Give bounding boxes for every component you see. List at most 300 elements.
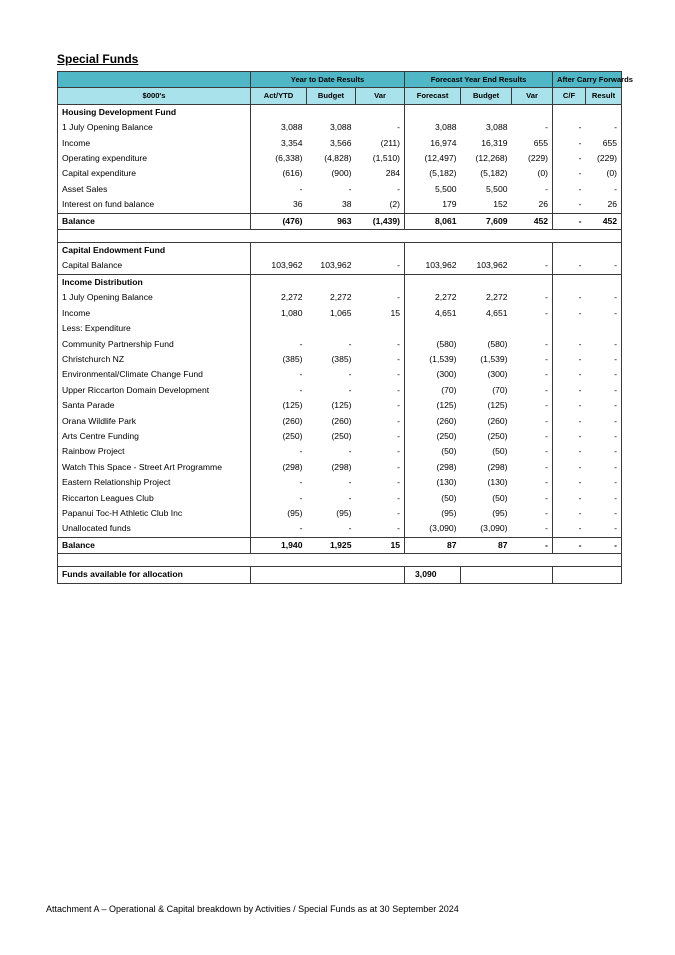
- row-value: -: [553, 537, 586, 553]
- row-value: -: [586, 429, 622, 444]
- empty-cell: [461, 274, 512, 290]
- empty-cell: [461, 321, 512, 336]
- table-row: [58, 429, 622, 444]
- empty-cell: [553, 567, 622, 583]
- empty-cell: [251, 274, 307, 290]
- row-label: Santa Parade: [58, 398, 251, 413]
- row-label: Riccarton Leagues Club: [58, 491, 251, 506]
- row-value: -: [512, 475, 553, 490]
- row-value: -: [356, 429, 405, 444]
- row-value: 26: [512, 197, 553, 213]
- row-value: -: [553, 352, 586, 367]
- row-value: -: [348, 369, 352, 380]
- row-value: (580): [487, 338, 508, 349]
- row-value: -: [586, 444, 622, 459]
- row-value: -: [512, 306, 553, 321]
- section-title: Capital Endowment Fund: [58, 243, 251, 259]
- page-title: Special Funds: [57, 52, 139, 66]
- table-row: [58, 151, 622, 166]
- row-value: -: [251, 337, 307, 352]
- row-value: (50): [405, 444, 461, 459]
- row-value: -: [348, 477, 352, 488]
- table-row: [58, 258, 622, 274]
- section-title-row: [58, 104, 622, 120]
- row-value: (229): [586, 151, 622, 166]
- row-value: -: [356, 521, 405, 537]
- table-row: [58, 506, 622, 521]
- table-row: [58, 120, 622, 135]
- funds-available-label: Funds available for allocation: [58, 567, 251, 583]
- spacer-cell: [58, 230, 622, 243]
- row-value: -: [348, 492, 352, 503]
- header-act-ytd: Act/YTD: [251, 88, 307, 104]
- row-value: (260): [251, 414, 307, 429]
- table-row: [58, 460, 622, 475]
- row-value: 152: [493, 199, 508, 210]
- row-value: 103,962: [320, 260, 352, 271]
- row-value: (125): [331, 400, 352, 411]
- row-value: (298): [251, 460, 307, 475]
- row-value: -: [251, 367, 307, 382]
- row-value: -: [586, 521, 622, 537]
- row-value: -: [251, 444, 307, 459]
- row-value: (385): [331, 353, 352, 364]
- row-label: Operating expenditure: [58, 151, 251, 166]
- spacer-cell: [58, 554, 622, 567]
- row-value: (4,828): [324, 153, 352, 164]
- row-label: Income: [58, 306, 251, 321]
- row-value: (260): [331, 415, 352, 426]
- section-title-row: [58, 321, 622, 336]
- row-value: 1,940: [251, 537, 307, 553]
- row-label: Income: [58, 136, 251, 151]
- row-value: (250): [251, 429, 307, 444]
- row-value: -: [553, 120, 586, 135]
- row-label: Interest on fund balance: [58, 197, 251, 213]
- row-value: 4,651: [405, 306, 461, 321]
- row-value: -: [356, 460, 405, 475]
- row-value: 4,651: [486, 307, 508, 318]
- row-value: -: [553, 521, 586, 537]
- header-carry-group: After Carry Forwards: [553, 72, 622, 88]
- row-value: 16,974: [405, 136, 461, 151]
- row-value: -: [512, 460, 553, 475]
- row-value: 103,962: [476, 260, 508, 271]
- row-value: (125): [251, 398, 307, 413]
- row-value: 655: [586, 136, 622, 151]
- empty-cell: [405, 321, 461, 336]
- row-value: (298): [331, 461, 352, 472]
- row-value: 8,061: [405, 213, 461, 229]
- row-value: -: [512, 521, 553, 537]
- empty-cell: [307, 104, 356, 120]
- empty-cell: [356, 104, 405, 120]
- table-row: [58, 352, 622, 367]
- empty-cell: [307, 321, 356, 336]
- table-row: [58, 213, 622, 229]
- table-row: [58, 136, 622, 151]
- row-value: 2,272: [405, 290, 461, 305]
- row-value: (95): [492, 507, 508, 518]
- row-value: -: [356, 506, 405, 521]
- empty-cell: [251, 104, 307, 120]
- row-value: 3,566: [329, 137, 352, 148]
- row-value: -: [553, 136, 586, 151]
- empty-cell: [405, 104, 461, 120]
- row-value: 2,272: [329, 292, 352, 303]
- row-value: -: [356, 182, 405, 197]
- table-row: [58, 182, 622, 197]
- row-value: 179: [405, 197, 461, 213]
- header-forecast-group: Forecast Year End Results: [405, 72, 553, 88]
- table-row: [58, 290, 622, 305]
- row-value: -: [356, 398, 405, 413]
- row-value: (2): [356, 197, 405, 213]
- row-value: 1,080: [251, 306, 307, 321]
- header-fc-var: Var: [512, 88, 553, 104]
- spacer-row: [58, 230, 622, 243]
- row-label: Christchurch NZ: [58, 352, 251, 367]
- header-ytd-budget: Budget: [307, 88, 356, 104]
- table-row: [58, 537, 622, 553]
- row-value: -: [553, 506, 586, 521]
- row-value: (300): [405, 367, 461, 382]
- row-value: -: [586, 337, 622, 352]
- row-value: 3,088: [486, 122, 508, 133]
- row-value: (130): [487, 477, 508, 488]
- row-value: (0): [512, 166, 553, 181]
- row-value: -: [356, 352, 405, 367]
- row-label: Capital Balance: [58, 258, 251, 274]
- section-title: Less: Expenditure: [58, 321, 251, 336]
- row-value: -: [586, 290, 622, 305]
- header-fc-budget: Budget: [461, 88, 512, 104]
- row-value: (211): [356, 136, 405, 151]
- empty-cell: [586, 243, 622, 259]
- row-value: -: [586, 120, 622, 135]
- funds-available-row: [58, 567, 622, 583]
- row-value: -: [512, 491, 553, 506]
- header-result: Result: [586, 88, 622, 104]
- header-label-col: $000's: [58, 88, 251, 104]
- row-value: -: [586, 537, 622, 553]
- table-row: [58, 521, 622, 537]
- empty-cell: [553, 243, 586, 259]
- row-value: -: [553, 444, 586, 459]
- row-value: -: [586, 414, 622, 429]
- row-value: -: [512, 537, 553, 553]
- empty-cell: [356, 243, 405, 259]
- table-row: [58, 414, 622, 429]
- section-title: Income Distribution: [58, 274, 251, 290]
- header-ytd-var: Var: [356, 88, 405, 104]
- empty-cell: [307, 274, 356, 290]
- row-value: (3,090): [405, 521, 461, 537]
- row-value: 36: [251, 197, 307, 213]
- row-value: 2,272: [251, 290, 307, 305]
- row-value: -: [512, 506, 553, 521]
- row-value: -: [553, 383, 586, 398]
- row-value: -: [348, 338, 352, 349]
- row-value: -: [553, 429, 586, 444]
- row-value: (12,497): [405, 151, 461, 166]
- row-value: (5,182): [480, 168, 508, 179]
- row-value: -: [586, 306, 622, 321]
- row-value: 5,500: [486, 183, 508, 194]
- row-value: -: [586, 182, 622, 197]
- row-label: Asset Sales: [58, 182, 251, 197]
- header-cf: C/F: [553, 88, 586, 104]
- empty-cell: [586, 321, 622, 336]
- table-row: [58, 491, 622, 506]
- row-value: (300): [487, 369, 508, 380]
- row-label: Environmental/Climate Change Fund: [58, 367, 251, 382]
- row-value: -: [356, 475, 405, 490]
- row-value: (50): [492, 446, 508, 457]
- row-value: (125): [487, 400, 508, 411]
- table-row: [58, 306, 622, 321]
- row-label: Rainbow Project: [58, 444, 251, 459]
- header-blank: [58, 72, 251, 88]
- row-value: (260): [405, 414, 461, 429]
- empty-cell: [461, 243, 512, 259]
- row-value: (385): [251, 352, 307, 367]
- empty-cell: [461, 104, 512, 120]
- row-value: 3,088: [329, 122, 352, 133]
- row-value: (95): [405, 506, 461, 521]
- row-value: (95): [336, 507, 352, 518]
- row-value: -: [553, 166, 586, 181]
- row-label: Papanui Toc-H Athletic Club Inc: [58, 506, 251, 521]
- row-value: 87: [461, 537, 512, 553]
- row-value: 15: [356, 537, 405, 553]
- row-value: (260): [487, 415, 508, 426]
- empty-cell: [553, 274, 586, 290]
- empty-cell: [405, 274, 461, 290]
- row-value: -: [512, 383, 553, 398]
- row-value: 38: [341, 199, 352, 210]
- row-value: -: [553, 182, 586, 197]
- section-title-row: [58, 274, 622, 290]
- row-value: -: [553, 460, 586, 475]
- row-value: (580): [405, 337, 461, 352]
- row-value: -: [553, 258, 586, 274]
- row-value: -: [553, 306, 586, 321]
- row-value: -: [553, 151, 586, 166]
- row-value: -: [553, 290, 586, 305]
- empty-cell: [586, 104, 622, 120]
- header-ytd-group: Year to Date Results: [251, 72, 405, 88]
- funds-available-value: 3,090: [405, 567, 461, 583]
- section-title: Housing Development Fund: [58, 104, 251, 120]
- row-value: -: [586, 506, 622, 521]
- row-value: -: [553, 414, 586, 429]
- row-value: (50): [405, 491, 461, 506]
- row-value: (1,539): [480, 353, 508, 364]
- row-value: -: [553, 337, 586, 352]
- row-value: (250): [405, 429, 461, 444]
- row-value: (1,510): [356, 151, 405, 166]
- header-forecast: Forecast: [405, 88, 461, 104]
- empty-cell: [251, 243, 307, 259]
- row-value: -: [348, 384, 352, 395]
- row-value: -: [512, 290, 553, 305]
- row-label: Unallocated funds: [58, 521, 251, 537]
- row-label: Balance: [58, 213, 251, 229]
- row-value: 5,500: [405, 182, 461, 197]
- row-value: (298): [487, 461, 508, 472]
- table-row: [58, 444, 622, 459]
- row-value: 3,354: [251, 136, 307, 151]
- empty-cell: [512, 321, 553, 336]
- table-row: [58, 337, 622, 352]
- row-value: (12,268): [475, 153, 508, 164]
- row-value: -: [553, 475, 586, 490]
- spacer-row: [58, 554, 622, 567]
- table-row: [58, 367, 622, 382]
- row-value: -: [553, 491, 586, 506]
- row-value: 2,272: [486, 292, 508, 303]
- row-value: 1,925: [307, 537, 356, 553]
- row-label: Eastern Relationship Project: [58, 475, 251, 490]
- row-value: -: [512, 182, 553, 197]
- row-value: (298): [405, 460, 461, 475]
- row-value: 3,088: [251, 120, 307, 135]
- empty-cell: [553, 321, 586, 336]
- row-value: -: [356, 290, 405, 305]
- row-value: 26: [586, 197, 622, 213]
- row-value: (0): [586, 166, 622, 181]
- table-row: [58, 475, 622, 490]
- row-value: -: [251, 383, 307, 398]
- row-value: (616): [251, 166, 307, 181]
- empty-cell: [512, 104, 553, 120]
- row-value: -: [512, 352, 553, 367]
- table-row: [58, 197, 622, 213]
- row-label: Capital expenditure: [58, 166, 251, 181]
- table-body: [58, 104, 622, 583]
- row-label: Orana Wildlife Park: [58, 414, 251, 429]
- empty-cell: [512, 243, 553, 259]
- empty-cell: [405, 243, 461, 259]
- row-label: Upper Riccarton Domain Development: [58, 383, 251, 398]
- footer-caption: Attachment A – Operational & Capital breakdown by Activities / Special Funds as at 30 September 2024: [46, 904, 459, 914]
- section-title-row: [58, 243, 622, 259]
- row-label: Community Partnership Fund: [58, 337, 251, 352]
- row-value: (125): [405, 398, 461, 413]
- row-label: Watch This Space - Street Art Programme: [58, 460, 251, 475]
- row-value: (250): [331, 430, 352, 441]
- empty-cell: [512, 274, 553, 290]
- table-row: [58, 166, 622, 181]
- empty-cell: [553, 104, 586, 120]
- column-header-row: [58, 88, 622, 104]
- row-value: -: [251, 475, 307, 490]
- row-value: -: [356, 414, 405, 429]
- row-value: (70): [405, 383, 461, 398]
- row-label: Balance: [58, 537, 251, 553]
- row-value: -: [512, 258, 553, 274]
- row-value: (130): [405, 475, 461, 490]
- row-value: -: [251, 491, 307, 506]
- row-value: (1,539): [405, 352, 461, 367]
- empty-cell: [307, 243, 356, 259]
- row-value: 452: [512, 213, 553, 229]
- row-label: 1 July Opening Balance: [58, 290, 251, 305]
- row-value: -: [586, 383, 622, 398]
- row-value: -: [586, 258, 622, 274]
- row-value: 7,609: [461, 213, 512, 229]
- row-value: -: [553, 197, 586, 213]
- row-value: 1,065: [329, 307, 352, 318]
- row-value: -: [356, 120, 405, 135]
- row-value: 15: [356, 306, 405, 321]
- row-value: -: [586, 352, 622, 367]
- row-value: -: [356, 367, 405, 382]
- table-row: [58, 383, 622, 398]
- row-value: -: [512, 444, 553, 459]
- row-value: -: [512, 367, 553, 382]
- row-value: -: [356, 491, 405, 506]
- empty-cell: [356, 274, 405, 290]
- row-value: -: [512, 398, 553, 413]
- row-value: 103,962: [251, 258, 307, 274]
- row-value: (229): [512, 151, 553, 166]
- row-value: (5,182): [405, 166, 461, 181]
- row-value: -: [553, 367, 586, 382]
- row-value: (250): [487, 430, 508, 441]
- row-value: -: [251, 182, 307, 197]
- row-value: -: [356, 337, 405, 352]
- row-value: (50): [492, 492, 508, 503]
- empty-cell: [586, 274, 622, 290]
- row-value: (95): [251, 506, 307, 521]
- empty-cell: [461, 567, 553, 583]
- row-value: -: [512, 120, 553, 135]
- empty-cell: [251, 567, 405, 583]
- row-value: 284: [356, 166, 405, 181]
- row-value: -: [356, 444, 405, 459]
- row-value: -: [356, 258, 405, 274]
- row-value: 963: [307, 213, 356, 229]
- row-value: -: [348, 183, 352, 194]
- empty-cell: [251, 321, 307, 336]
- row-value: (476): [251, 213, 307, 229]
- row-value: 87: [405, 537, 461, 553]
- row-value: -: [586, 475, 622, 490]
- row-value: -: [586, 367, 622, 382]
- row-value: -: [512, 337, 553, 352]
- row-label: 1 July Opening Balance: [58, 120, 251, 135]
- row-value: 3,088: [405, 120, 461, 135]
- row-value: -: [348, 523, 352, 534]
- row-value: -: [586, 398, 622, 413]
- row-value: -: [553, 398, 586, 413]
- row-value: (1,439): [356, 213, 405, 229]
- row-value: (3,090): [480, 523, 508, 534]
- row-value: -: [586, 460, 622, 475]
- row-label: Arts Centre Funding: [58, 429, 251, 444]
- row-value: (6,338): [251, 151, 307, 166]
- row-value: -: [512, 414, 553, 429]
- row-value: 452: [586, 213, 622, 229]
- table-row: [58, 398, 622, 413]
- row-value: (70): [492, 384, 508, 395]
- row-value: 655: [512, 136, 553, 151]
- row-value: 103,962: [405, 258, 461, 274]
- empty-cell: [356, 321, 405, 336]
- row-value: -: [586, 491, 622, 506]
